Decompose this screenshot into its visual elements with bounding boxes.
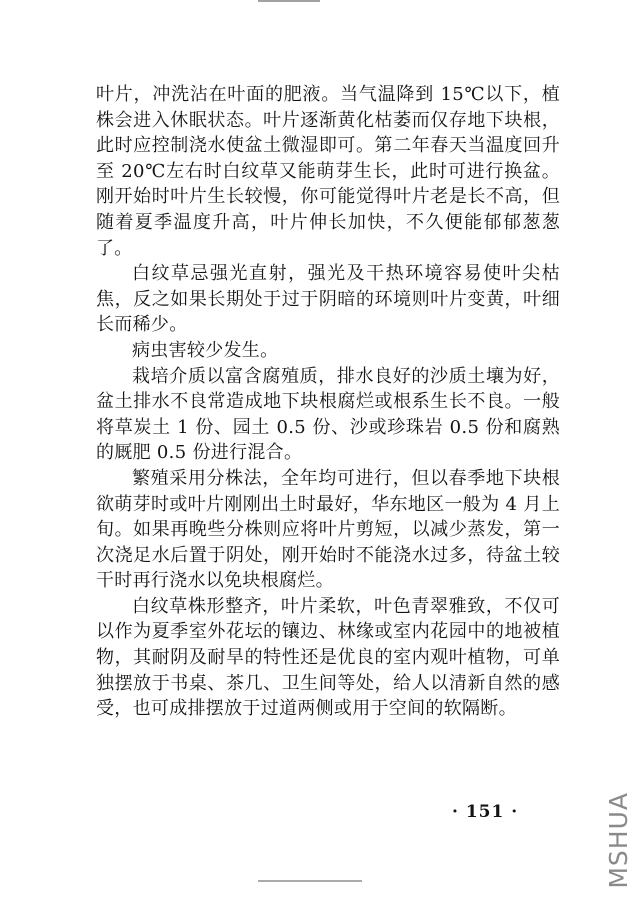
paragraph-3: 病虫害较少发生。 <box>132 339 279 361</box>
top-scan-artifact <box>258 0 320 7</box>
paragraph-5: 繁殖采用分株法，全年均可进行，但以春季地下块根欲萌芽时或叶片刚刚出土时最好，华东地区一般为 4 月上旬。如果再晚些分株则应将叶片剪短，以减少蒸发，第一次浇足水后置于阴处，刚开始时不能浇水过多，待盆土较干时再行浇水以免块根腐烂。 <box>96 467 560 592</box>
bottom-scan-artifact <box>258 880 362 890</box>
paragraph-2: 白纹草忌强光直射，强光及干热环境容易使叶尖枯焦，反之如果长期处于过于阴暗的环境则叶片变黄，叶细长而稀少。 <box>96 263 560 336</box>
paragraph-1: 叶片，冲洗沾在叶面的肥液。当气温降到 15℃以下，植株会进入休眠状态。叶片逐渐黄化枯萎而仅存地下块根，此时应控制浇水使盆土微湿即可。第二年春天当温度回升至 20℃左右时白纹草又能萌芽生长，此时可进行换盆。刚开始时叶片生长较慢，你可能觉得叶片老是长不高，但随着夏季温度升高，叶片伸长加快，不久便能郁郁葱葱了。 <box>96 84 560 259</box>
page-number: · 151 · <box>452 802 519 822</box>
paragraph-4: 栽培介质以富含腐殖质，排水良好的沙质土壤为好，盆土排水不良常造成地下块根腐烂或根系生长不良。一般将草炭土 1 份、园土 0.5 份、沙或珍珠岩 0.5 份和腐熟的厩肥 0.5 份进行混合。 <box>96 365 560 464</box>
body-text <box>96 82 560 722</box>
watermark: MSHUA <box>604 792 633 889</box>
paragraph-6: 白纹草株形整齐，叶片柔软，叶色青翠雅致，不仅可以作为夏季室外花坛的镶边、林缘或室内花园中的地被植物，其耐阴及耐旱的特性还是优良的室内观叶植物，可单独摆放于书桌、茶几、卫生间等处，给人以清新自然的感受，也可成排摆放于过道两侧或用于空间的软隔断。 <box>96 595 560 720</box>
